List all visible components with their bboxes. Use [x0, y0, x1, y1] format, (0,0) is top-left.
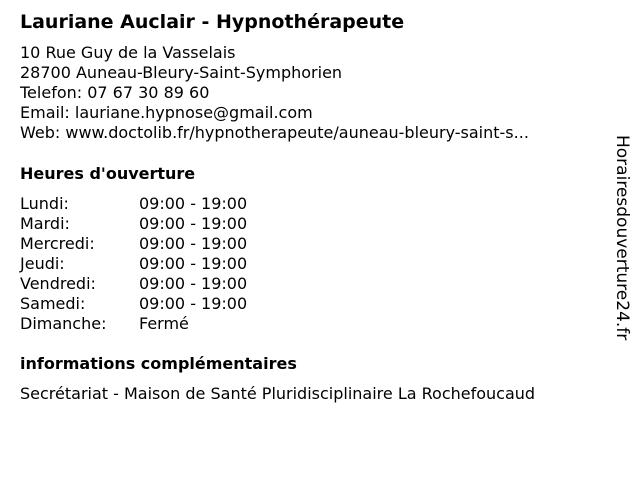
hours-row-tuesday	[20, 214, 320, 234]
hours-row-friday	[20, 274, 320, 294]
day-label: Mercredi:	[20, 234, 95, 253]
contact-block	[20, 43, 529, 143]
opening-hours-table	[20, 194, 320, 334]
hours-row-monday	[20, 194, 320, 214]
phone-number: Telefon: 07 67 30 89 60	[20, 83, 210, 102]
opening-hours-heading: Heures d'ouverture	[20, 164, 196, 183]
hours-row-sunday	[20, 314, 320, 334]
day-label: Samedi:	[20, 294, 86, 313]
email-address: Email: lauriane.hypnose@gmail.com	[20, 103, 313, 122]
additional-info-text: Secrétariat - Maison de Santé Pluridisciplinaire La Rochefoucaud	[20, 384, 536, 403]
time-value: 09:00 - 19:00	[139, 274, 248, 293]
hours-row-saturday	[20, 294, 320, 314]
hours-row-thursday	[20, 254, 320, 274]
time-value: 09:00 - 19:00	[139, 194, 248, 213]
day-label: Mardi:	[20, 214, 70, 233]
day-label: Dimanche:	[20, 314, 107, 333]
site-watermark: Horairesdouverture24.fr	[612, 135, 632, 341]
address-city: 28700 Auneau-Bleury-Saint-Symphorien	[20, 63, 343, 82]
day-label: Lundi:	[20, 194, 69, 213]
page-title: Lauriane Auclair - Hypnothérapeute	[20, 11, 405, 33]
time-value: Fermé	[139, 314, 189, 333]
time-value: 09:00 - 19:00	[139, 254, 248, 273]
hours-row-wednesday	[20, 234, 320, 254]
day-label: Vendredi:	[20, 274, 96, 293]
time-value: 09:00 - 19:00	[139, 234, 248, 253]
additional-info-heading: informations complémentaires	[20, 354, 297, 373]
website-url: Web: www.doctolib.fr/hypnotherapeute/auneau-bleury-saint-s...	[20, 123, 529, 142]
address-street: 10 Rue Guy de la Vasselais	[20, 43, 236, 62]
day-label: Jeudi:	[20, 254, 65, 273]
time-value: 09:00 - 19:00	[139, 214, 248, 233]
time-value: 09:00 - 19:00	[139, 294, 248, 313]
